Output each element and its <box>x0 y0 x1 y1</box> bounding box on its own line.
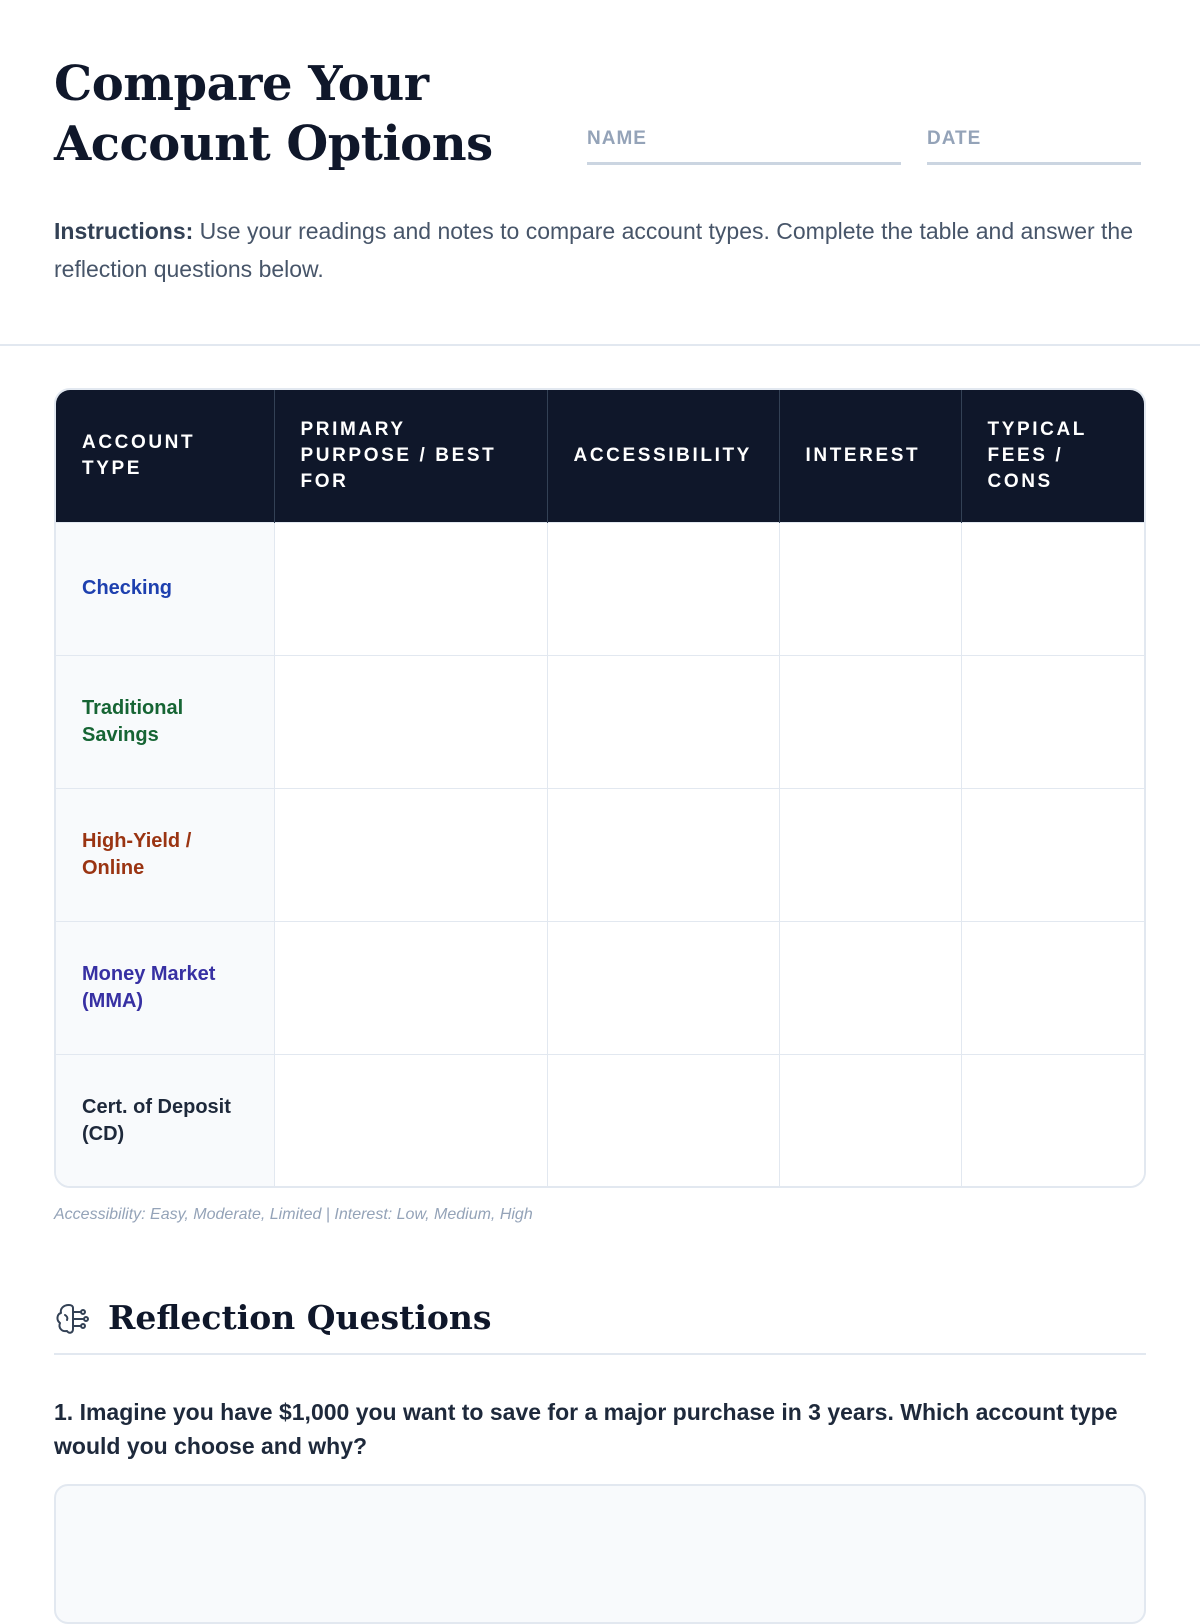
title-line-2: Account Options <box>54 116 493 172</box>
header-primary-purpose: PRIMARY PURPOSE / BEST FOR <box>274 390 547 522</box>
header-fees-cons: TYPICAL FEES / CONS <box>961 390 1144 522</box>
instructions <box>54 212 1144 288</box>
fees-cell[interactable] <box>961 655 1144 788</box>
table-legend: Accessibility: Easy, Moderate, Limited | Interest: Low, Medium, High <box>54 1206 533 1223</box>
fees-cell[interactable] <box>961 1054 1144 1187</box>
header-accessibility: ACCESSIBILITY <box>547 390 779 522</box>
accessibility-cell[interactable] <box>547 1054 779 1187</box>
date-field[interactable]: DATE <box>927 128 1141 165</box>
accessibility-cell[interactable] <box>547 655 779 788</box>
table-row <box>56 522 1144 655</box>
fees-cell[interactable] <box>961 788 1144 921</box>
comparison-table <box>54 388 1146 1188</box>
accessibility-cell[interactable] <box>547 921 779 1054</box>
instructions-text: Use your readings and notes to compare account types. Complete the table and answer the reflection questions below. <box>54 218 1134 282</box>
row-label: Cert. of Deposit (CD) <box>56 1054 274 1187</box>
header-account-type: ACCOUNT TYPE <box>56 390 274 522</box>
interest-cell[interactable] <box>779 522 961 655</box>
page-title <box>54 54 587 174</box>
instructions-label: Instructions: <box>54 218 194 244</box>
title-line-1: Compare Your <box>54 56 429 112</box>
table-row <box>56 655 1144 788</box>
interest-cell[interactable] <box>779 788 961 921</box>
brain-icon <box>54 1299 92 1337</box>
fees-cell[interactable] <box>961 921 1144 1054</box>
accessibility-cell[interactable] <box>547 522 779 655</box>
purpose-cell[interactable] <box>274 655 547 788</box>
section-divider <box>0 344 1200 346</box>
header <box>0 0 1200 288</box>
table-row <box>56 1054 1144 1187</box>
interest-cell[interactable] <box>779 921 961 1054</box>
table-header-row <box>56 390 1144 522</box>
fees-cell[interactable] <box>961 522 1144 655</box>
question-1: 1. Imagine you have $1,000 you want to save for a major purchase in 3 years. Which account type would you choose and why? <box>54 1399 1118 1459</box>
row-label: Traditional Savings <box>56 655 274 788</box>
row-label: Checking <box>56 522 274 655</box>
row-label: Money Market (MMA) <box>56 921 274 1054</box>
purpose-cell[interactable] <box>274 522 547 655</box>
accessibility-cell[interactable] <box>547 788 779 921</box>
header-interest: INTEREST <box>779 390 961 522</box>
interest-cell[interactable] <box>779 655 961 788</box>
table-row <box>56 921 1144 1054</box>
purpose-cell[interactable] <box>274 788 547 921</box>
reflection-title: Reflection Questions <box>108 1298 492 1337</box>
answer-box-1[interactable] <box>54 1484 1146 1624</box>
name-field[interactable]: NAME <box>587 128 901 165</box>
purpose-cell[interactable] <box>274 921 547 1054</box>
table-row <box>56 788 1144 921</box>
purpose-cell[interactable] <box>274 1054 547 1187</box>
interest-cell[interactable] <box>779 1054 961 1187</box>
reflection-header <box>54 1298 1146 1355</box>
row-label: High-Yield / Online <box>56 788 274 921</box>
